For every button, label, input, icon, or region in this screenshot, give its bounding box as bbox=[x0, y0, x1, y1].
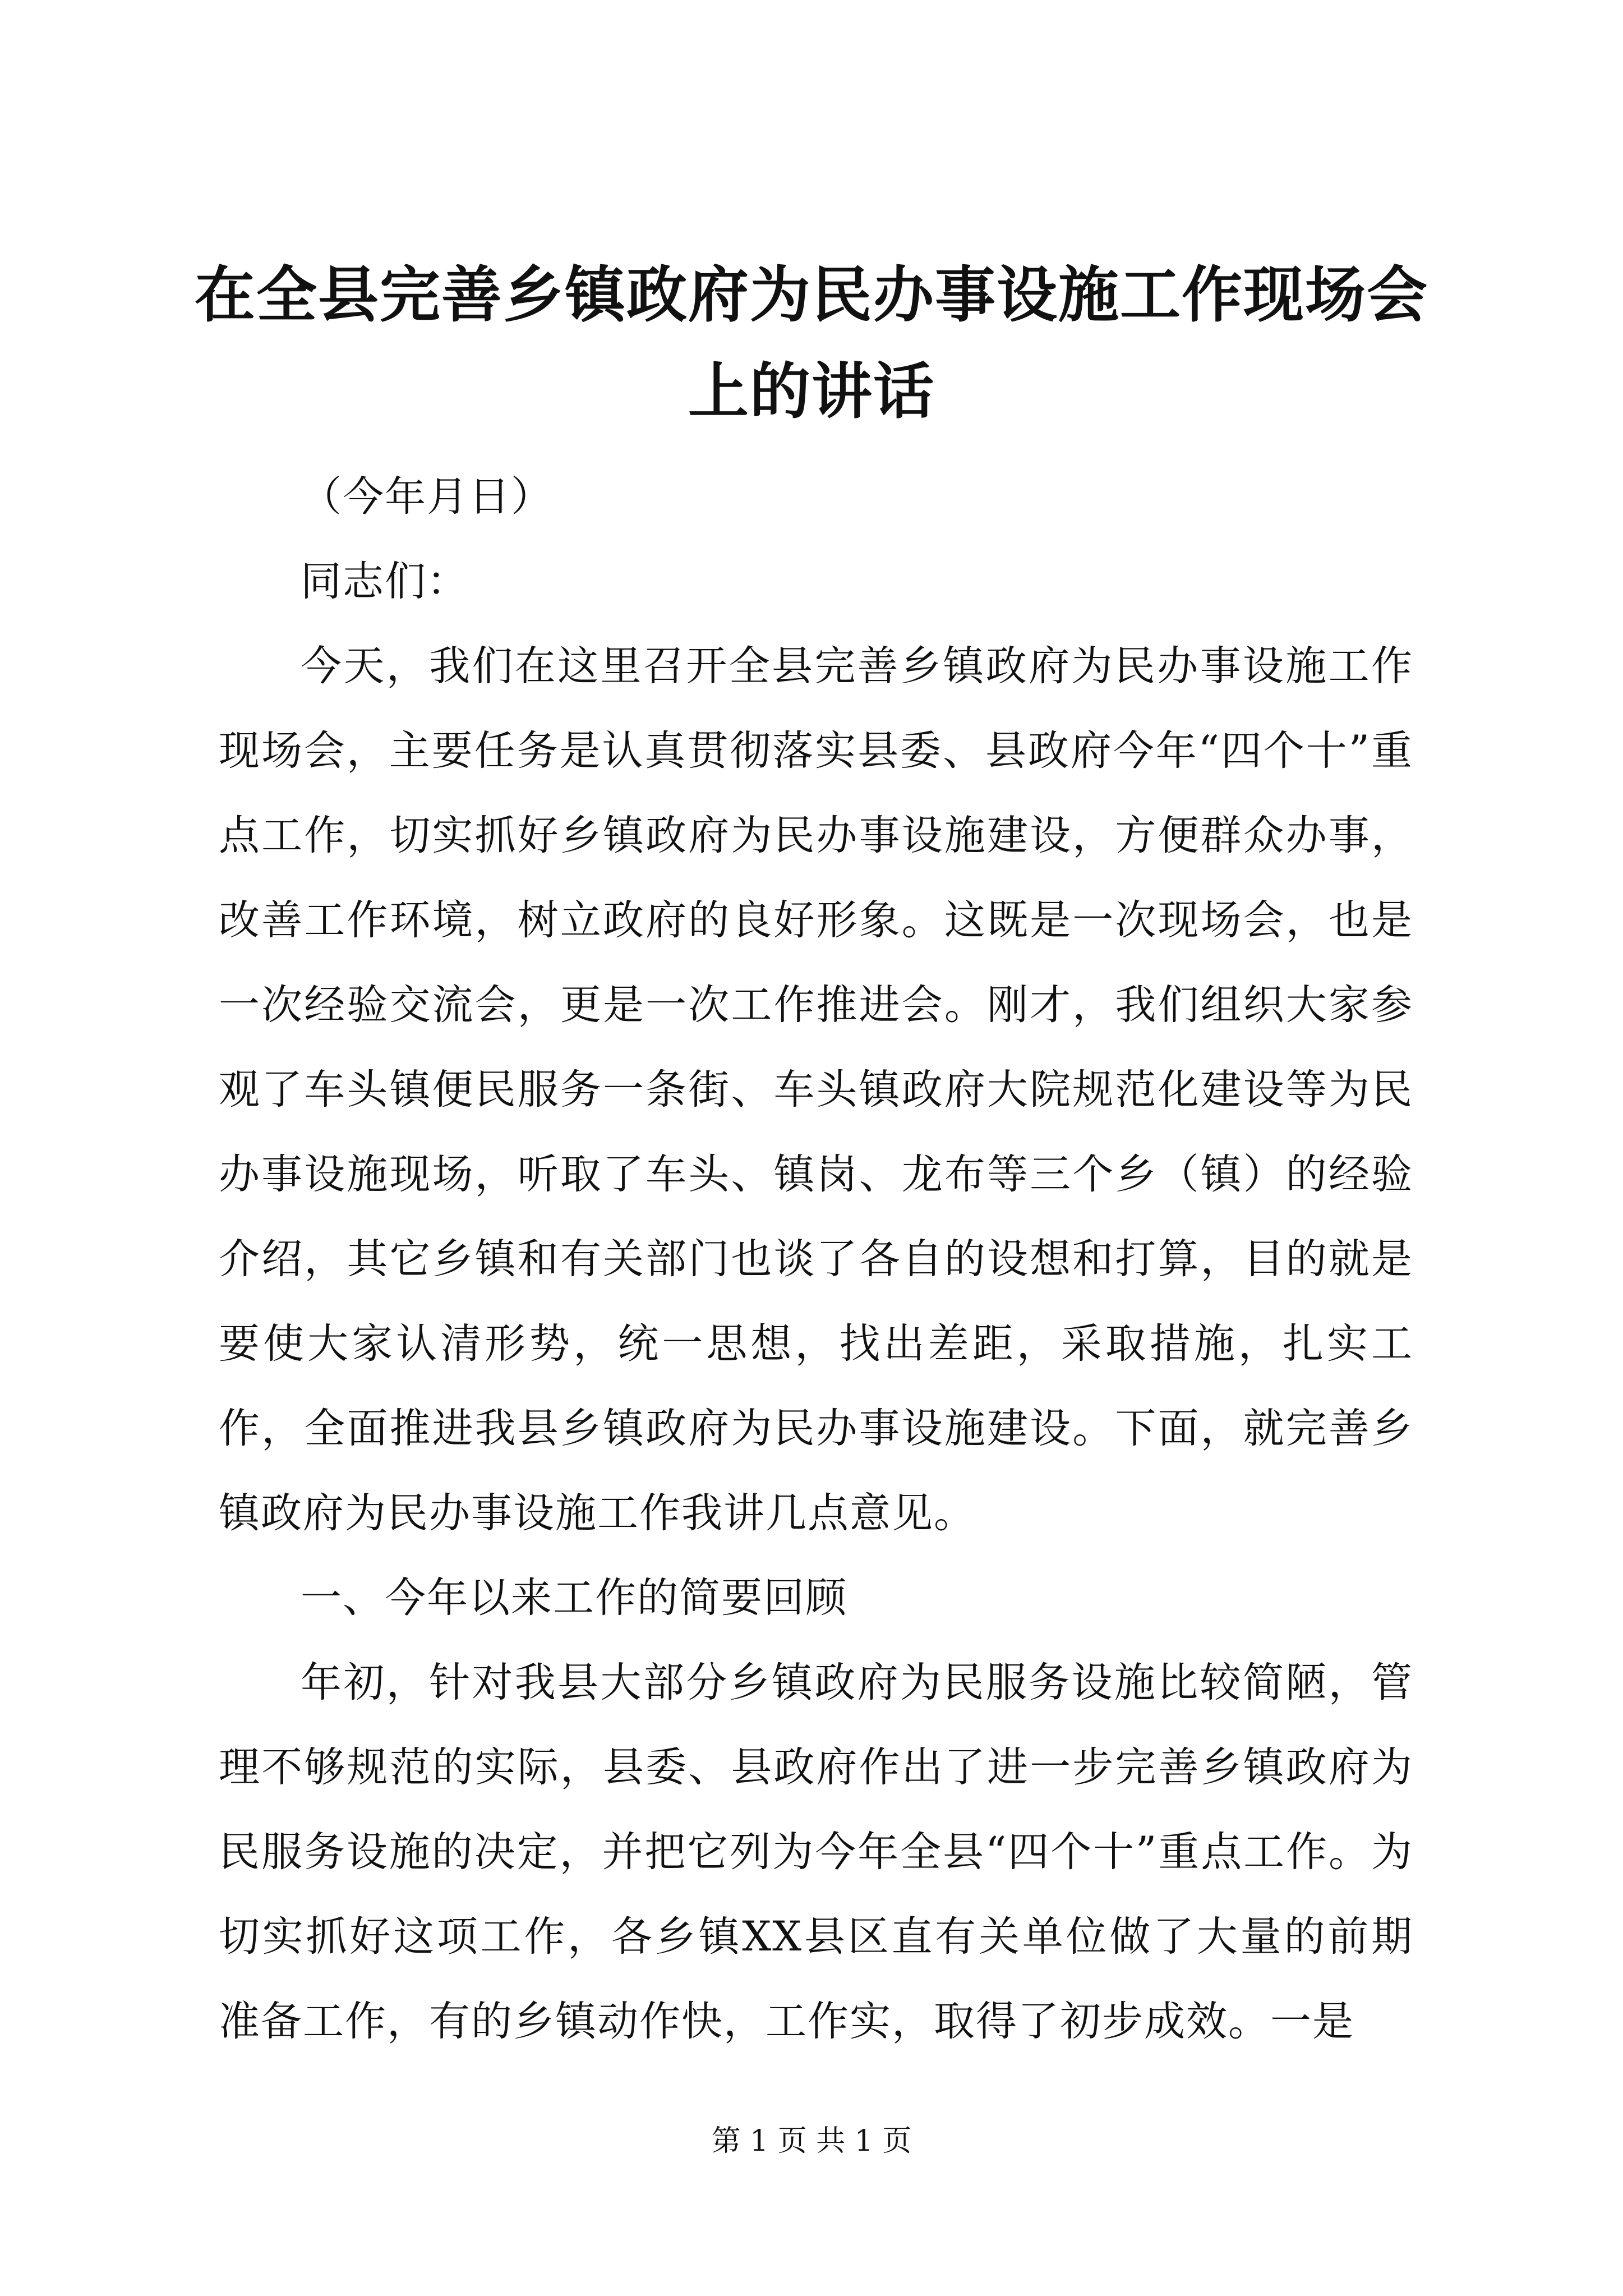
document-body bbox=[219, 454, 1413, 2064]
body-paragraph-review: 年初，针对我县大部分乡镇政府为民服务设施比较简陋，管理不够规范的实际，县委、县政府作出了进一步完善乡镇政府为民服务设施的决定，并把它列为今年全县“四个十”重点工作。为切实抓好这项工作，各乡镇XX县区直有关单位做了大量的前期准备工作，有的乡镇动作快，工作实，取得了初步成效。一是 bbox=[219, 1659, 1413, 2045]
salutation: 同志们： bbox=[301, 558, 469, 605]
body-paragraph-intro: 今天，我们在这里召开全县完善乡镇政府为民办事设施工作现场会，主要任务是认真贯彻落实县委、县政府今年“四个十”重点工作，切实抓好乡镇政府为民办事设施建设，方便群众办事，改善工作环境，树立政府的良好形象。这既是一次现场会，也是一次经验交流会，更是一次工作推进会。刚才，我们组织大家参观了车头镇便民服务一条街、车头镇政府大院规范化建设等为民办事设施现场，听取了车头、镇岗、龙布等三个乡（镇）的经验介绍，其它乡镇和有关部门也谈了各自的设想和打算，目的就是要使大家认清形势，统一思想，找出差距，采取措施，扎实工作，全面推进我县乡镇政府为民办事设施建设。下面，就完善乡镇政府为民办事设施工作我讲几点意见。 bbox=[219, 642, 1413, 1537]
document-title: 在全县完善乡镇政府为民办事设施工作现场会上的讲话 bbox=[194, 260, 1428, 427]
date-line: （今年月日） bbox=[301, 473, 553, 521]
section-heading: 一、今年以来工作的简要回顾 bbox=[301, 1574, 847, 1622]
page-footer: 第 1 页 共 1 页 bbox=[711, 2124, 912, 2158]
